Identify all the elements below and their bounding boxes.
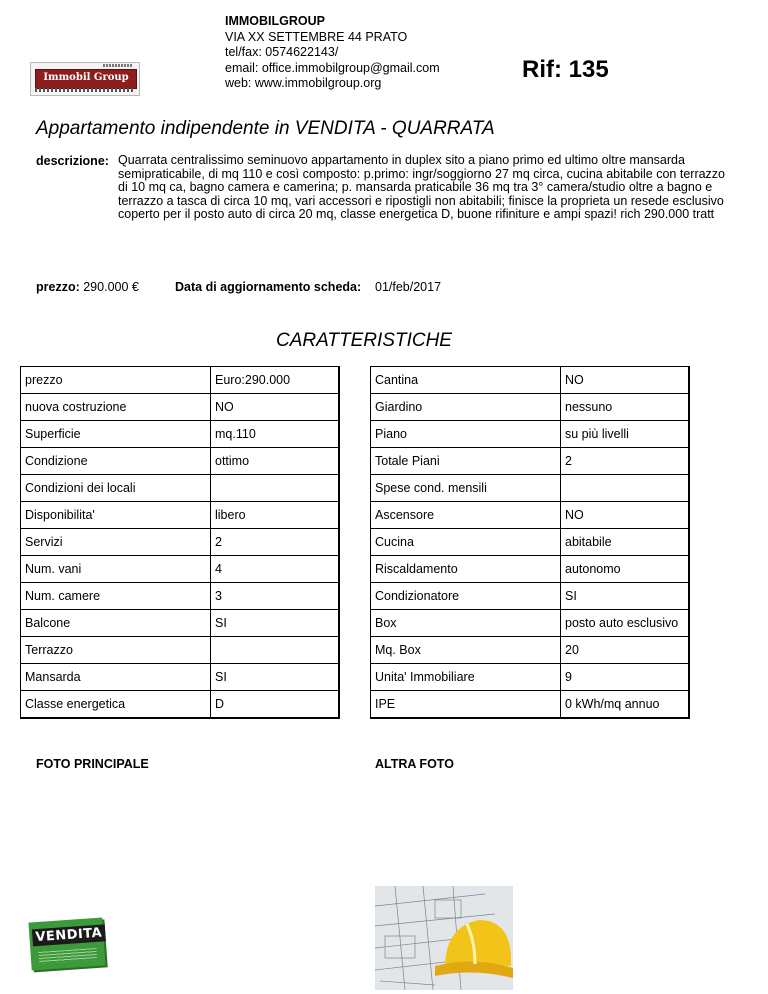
feature-value: D <box>211 691 339 718</box>
feature-name: Mq. Box <box>371 637 561 664</box>
feature-row <box>21 502 339 529</box>
feature-value: 20 <box>561 637 689 664</box>
feature-value: Euro:290.000 <box>211 367 339 394</box>
feature-value: NO <box>561 502 689 529</box>
feature-row <box>21 475 339 502</box>
feature-value: mq.110 <box>211 421 339 448</box>
feature-name: Condizionatore <box>371 583 561 610</box>
feature-value: SI <box>211 610 339 637</box>
feature-name: Piano <box>371 421 561 448</box>
blueprint-helmet-photo <box>375 886 513 990</box>
feature-row <box>21 664 339 691</box>
feature-name: Condizioni dei locali <box>21 475 211 502</box>
agency-name: IMMOBILGROUP <box>225 14 325 28</box>
feature-row <box>371 367 689 394</box>
feature-name: Balcone <box>21 610 211 637</box>
description-label: descrizione: <box>36 154 109 168</box>
feature-row <box>371 448 689 475</box>
feature-value: nessuno <box>561 394 689 421</box>
feature-row <box>21 367 339 394</box>
features-title: CARATTERISTICHE <box>276 330 452 351</box>
feature-name: Terrazzo <box>21 637 211 664</box>
feature-row <box>21 529 339 556</box>
feature-name: Cantina <box>371 367 561 394</box>
feature-row <box>21 610 339 637</box>
feature-name: Servizi <box>21 529 211 556</box>
feature-name: Unita' Immobiliare <box>371 664 561 691</box>
feature-name: Superficie <box>21 421 211 448</box>
feature-row <box>371 691 689 718</box>
feature-name: Num. camere <box>21 583 211 610</box>
logo-text: Immobil Group <box>43 72 129 83</box>
feature-value: 9 <box>561 664 689 691</box>
feature-row <box>371 475 689 502</box>
feature-row <box>371 421 689 448</box>
feature-row <box>21 637 339 664</box>
for-sale-sign-text: VENDITA <box>32 924 106 946</box>
update-date-label: Data di aggiornamento scheda: <box>175 280 362 294</box>
price-label: prezzo: <box>36 280 80 294</box>
feature-row <box>21 583 339 610</box>
feature-name: nuova costruzione <box>21 394 211 421</box>
features-table-left <box>20 366 340 719</box>
feature-value: 4 <box>211 556 339 583</box>
feature-value: NO <box>561 367 689 394</box>
feature-value: SI <box>211 664 339 691</box>
feature-row <box>371 502 689 529</box>
feature-value: 2 <box>561 448 689 475</box>
feature-row <box>21 394 339 421</box>
feature-value: abitabile <box>561 529 689 556</box>
feature-row <box>371 394 689 421</box>
listing-title: Appartamento indipendente in VENDITA - QUARRATA <box>36 118 495 139</box>
feature-name: Spese cond. mensili <box>371 475 561 502</box>
feature-row <box>371 664 689 691</box>
feature-name: Giardino <box>371 394 561 421</box>
agency-phone: tel/fax: 0574622143/ <box>225 45 339 59</box>
feature-name: Condizione <box>21 448 211 475</box>
price-block <box>36 280 139 294</box>
logo-url-strip <box>103 64 133 67</box>
features-table-right <box>370 366 690 719</box>
feature-name: Classe energetica <box>21 691 211 718</box>
feature-row <box>21 421 339 448</box>
feature-name: Totale Piani <box>371 448 561 475</box>
feature-row <box>371 583 689 610</box>
feature-value: 3 <box>211 583 339 610</box>
feature-row <box>371 637 689 664</box>
feature-value: 2 <box>211 529 339 556</box>
feature-value <box>561 475 689 502</box>
logo-banner <box>35 69 137 89</box>
feature-name: Riscaldamento <box>371 556 561 583</box>
feature-row <box>21 691 339 718</box>
feature-value: SI <box>561 583 689 610</box>
agency-email: email: office.immobilgroup@gmail.com <box>225 60 440 75</box>
feature-value <box>211 637 339 664</box>
feature-row <box>21 448 339 475</box>
feature-name: Box <box>371 610 561 637</box>
feature-name: Cucina <box>371 529 561 556</box>
logo-tagline-strip <box>35 88 135 92</box>
reference-number: Rif: 135 <box>522 56 609 83</box>
feature-name: Mansarda <box>21 664 211 691</box>
feature-name: Ascensore <box>371 502 561 529</box>
feature-value: su più livelli <box>561 421 689 448</box>
blueprint-helmet-illustration <box>375 886 513 990</box>
feature-row <box>371 556 689 583</box>
feature-row <box>371 529 689 556</box>
feature-value: ottimo <box>211 448 339 475</box>
main-photo-label: FOTO PRINCIPALE <box>36 757 149 771</box>
feature-name: prezzo <box>21 367 211 394</box>
for-sale-sign-photo <box>28 917 105 970</box>
other-photo-label: ALTRA FOTO <box>375 757 454 771</box>
agency-web: web: www.immobilgroup.org <box>225 76 382 90</box>
feature-name: Num. vani <box>21 556 211 583</box>
sign-lines <box>38 948 97 964</box>
update-date-value: 01/feb/2017 <box>375 280 442 294</box>
feature-value: 0 kWh/mq annuo <box>561 691 689 718</box>
price-value: 290.000 € <box>83 280 139 294</box>
description-text: Quarrata centralissimo seminuovo appartamento in duplex sito a piano primo ed ultimo oltre mansarda semipraticabile, di mq 110 e così composto: p.primo: ingr/soggiorno 27 mq circa, cucina abitabile con terrazzo di 10 mq ca, bagno camera e camerina; p. mansarda praticabile 36 mq tra 3° camera/studio oltre a bagno e terrazzo a tasca di circa 10 mq, vari accessori e ripostigli non abitabili; finisce la proprieta un resede esclusivo coperto per il posto auto di circa 20 mq, classe energetica D, buone rifiniture e ampi spazi! rich 290.000 tratt <box>118 153 726 221</box>
feature-value <box>211 475 339 502</box>
feature-row <box>21 556 339 583</box>
feature-name: IPE <box>371 691 561 718</box>
feature-value: libero <box>211 502 339 529</box>
feature-name: Disponibilita' <box>21 502 211 529</box>
feature-value: posto auto esclusivo <box>561 610 689 637</box>
feature-value: autonomo <box>561 556 689 583</box>
feature-value: NO <box>211 394 339 421</box>
agency-info <box>225 14 440 92</box>
agency-logo <box>30 62 140 96</box>
agency-address: VIA XX SETTEMBRE 44 PRATO <box>225 29 408 44</box>
feature-row <box>371 610 689 637</box>
